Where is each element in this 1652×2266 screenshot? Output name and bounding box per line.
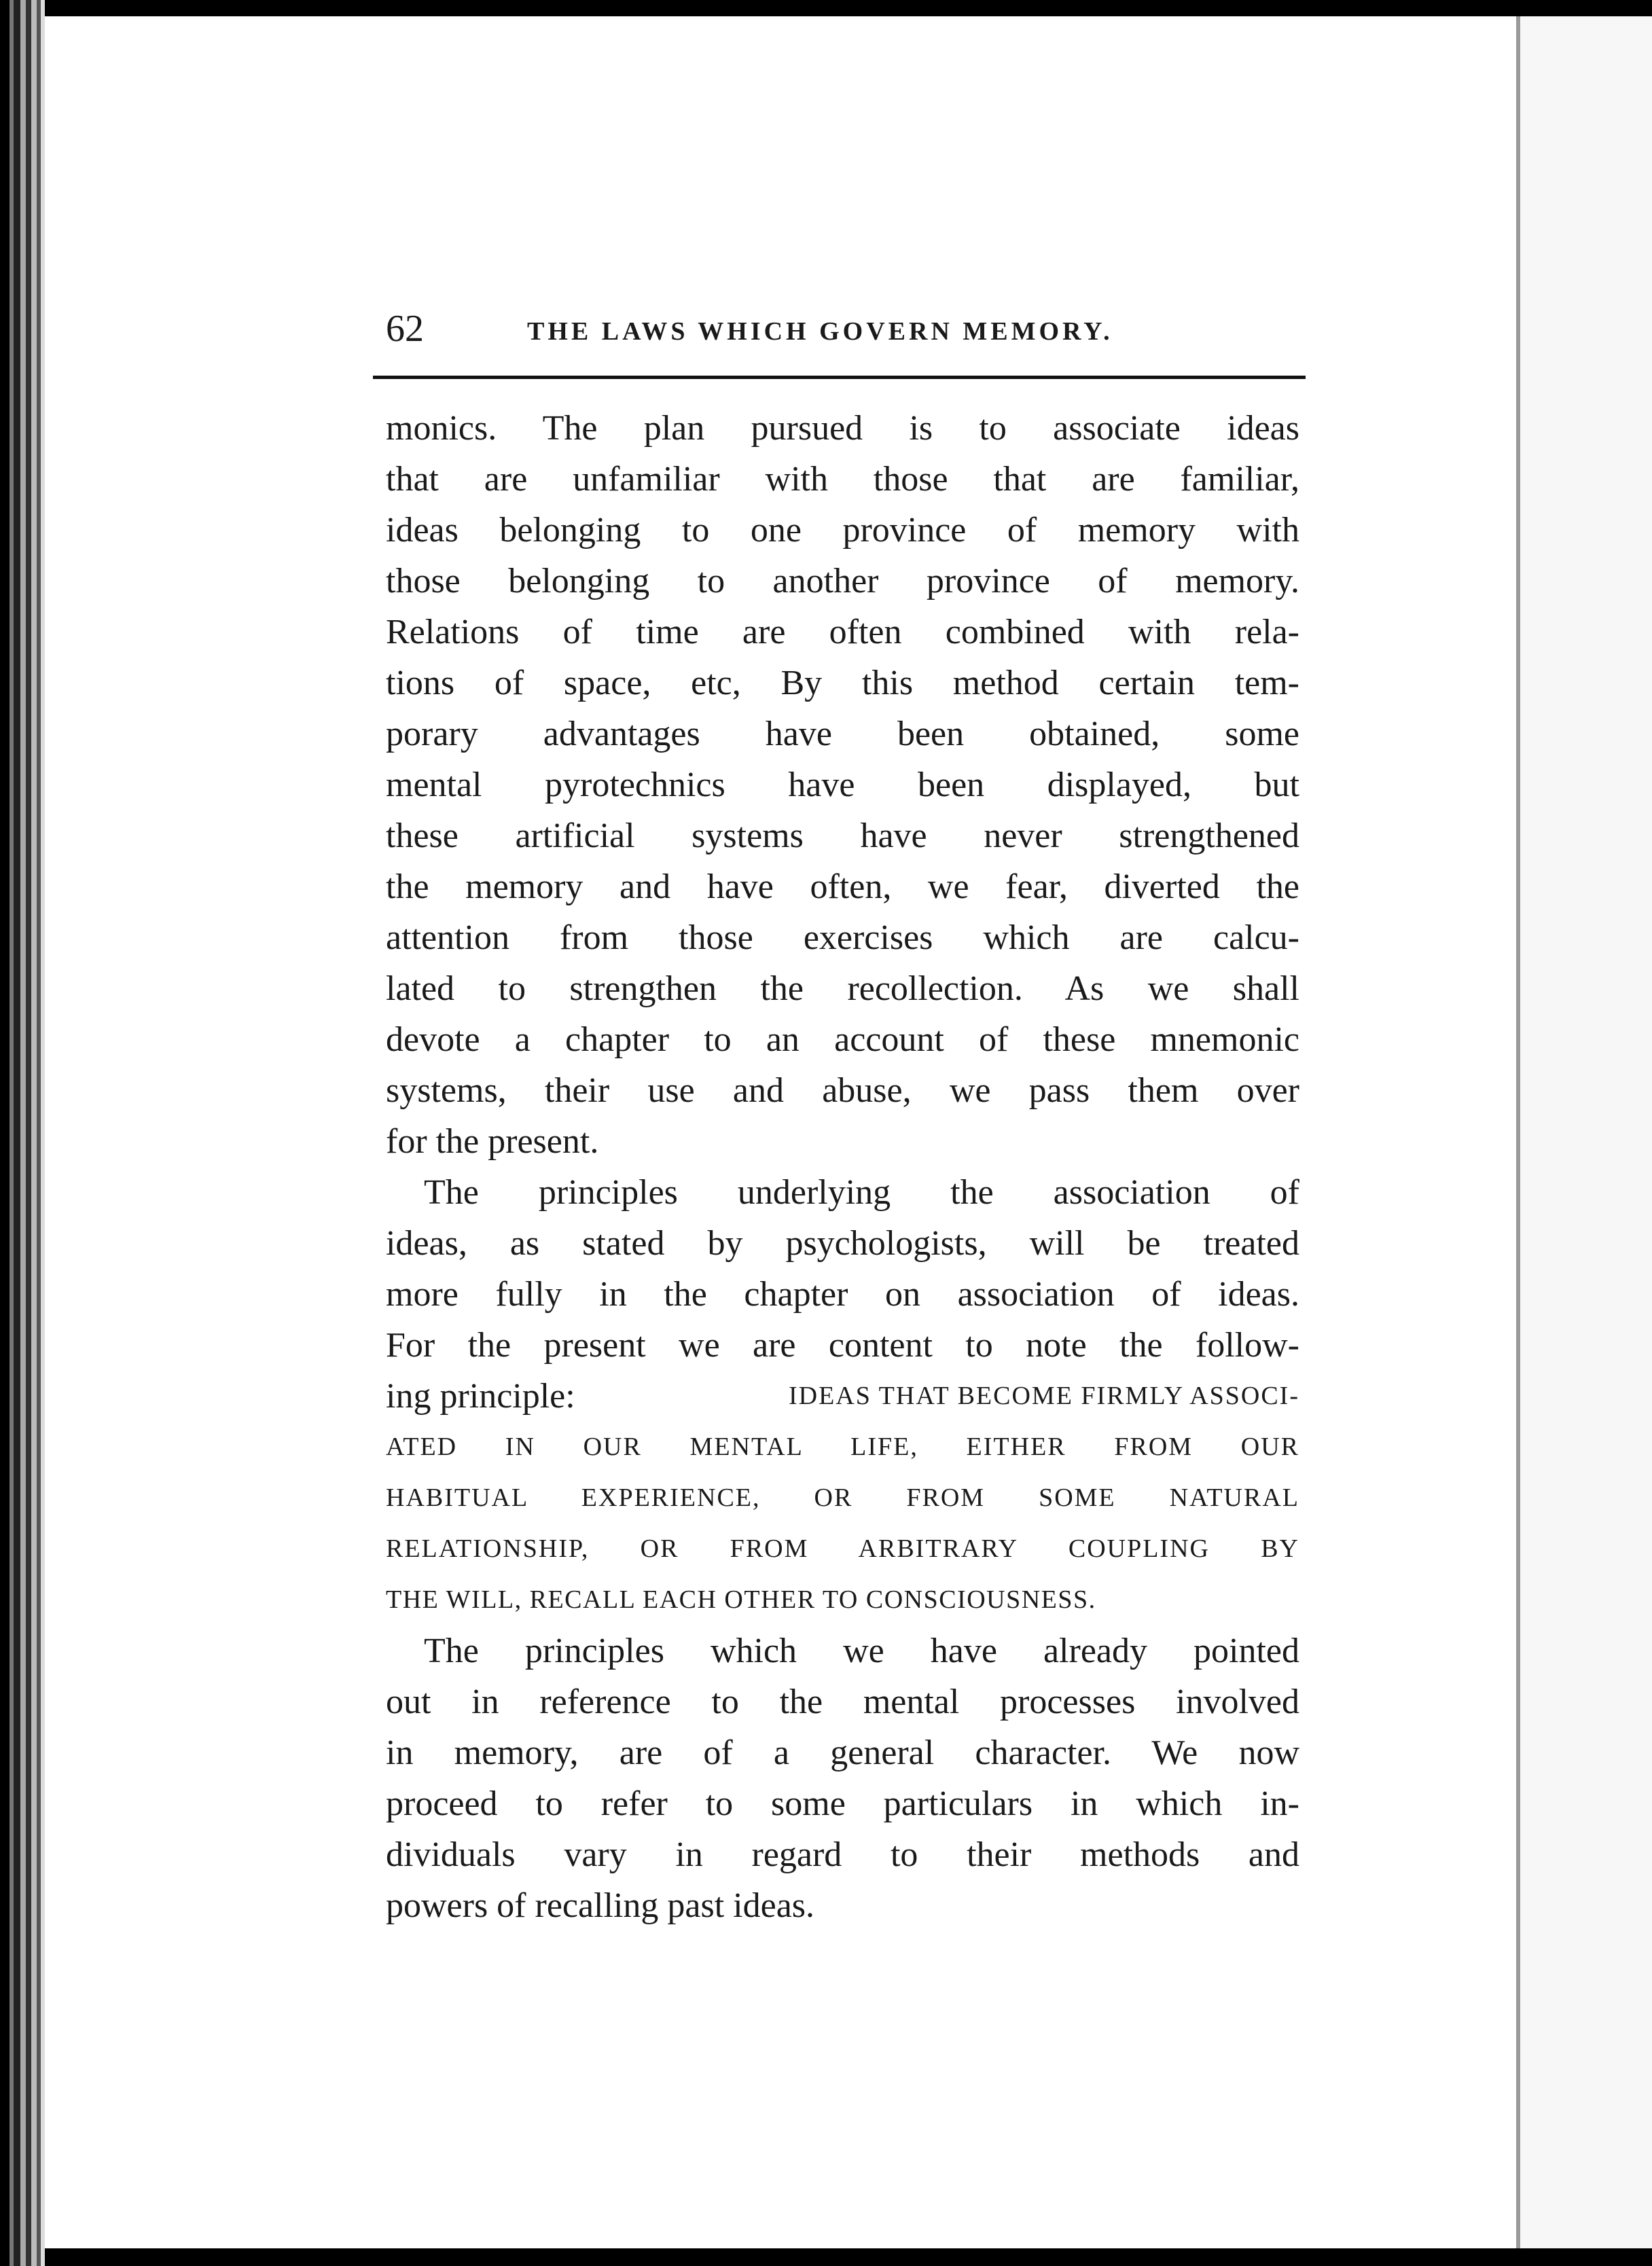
text-line: the memory and have often, we fear, diverted the: [386, 867, 1299, 906]
scan-border-top: [0, 0, 1652, 16]
text-line: proceed to refer to some particulars in which in-: [386, 1784, 1299, 1823]
text-line: monics. The plan pursued is to associate ideas: [386, 409, 1299, 448]
principle-smallcaps: THE WILL, RECALL EACH OTHER TO CONSCIOUSNESS.: [386, 1585, 1096, 1614]
text-line: for the present.: [386, 1122, 599, 1161]
text-line: [386, 1371, 1299, 1422]
text-line: mental pyrotechnics have been displayed, but: [386, 766, 1299, 804]
text-line: out in reference to the mental processes involved: [386, 1683, 1299, 1721]
text-line: The principles which we have already pointed: [424, 1632, 1299, 1670]
text-line: systems, their use and abuse, we pass them over: [386, 1071, 1299, 1110]
header-rule: [373, 376, 1306, 379]
text-line: devote a chapter to an account of these mnemonic: [386, 1020, 1299, 1059]
principle-smallcaps: IDEAS THAT BECOME FIRMLY ASSOCI-: [788, 1382, 1299, 1410]
scan-border-bottom: [0, 2248, 1652, 2266]
text-line: attention from those exercises which are calcu-: [386, 918, 1299, 957]
book-spine-edges: [0, 0, 45, 2266]
principle-smallcaps: RELATIONSHIP, OR FROM ARBITRARY COUPLING BY: [386, 1534, 1299, 1563]
running-title: THE LAWS WHICH GOVERN MEMORY.: [527, 317, 1113, 346]
text-line: lated to strengthen the recollection. As we shall: [386, 969, 1299, 1008]
text-line: ideas belonging to one province of memory with: [386, 511, 1299, 550]
text-line: those belonging to another province of memory.: [386, 562, 1299, 600]
text-line: Relations of time are often combined with rela-: [386, 613, 1299, 651]
text-line: For the present we are content to note the follow-: [386, 1326, 1299, 1365]
running-head: [386, 307, 1310, 355]
text-line: The principles underlying the association of: [424, 1173, 1299, 1212]
body-text: [386, 403, 1299, 1931]
text-line: dividuals vary in regard to their methods and: [386, 1835, 1299, 1874]
text-line: that are unfamiliar with those that are familiar,: [386, 460, 1299, 499]
principle-smallcaps: ATED IN OUR MENTAL LIFE, EITHER FROM OUR: [386, 1433, 1299, 1461]
text-line: more fully in the chapter on association of ideas.: [386, 1275, 1299, 1314]
text-line: powers of recalling past ideas.: [386, 1886, 815, 1925]
text-line: these artificial systems have never strengthened: [386, 816, 1299, 855]
text-line: tions of space, etc, By this method certain tem-: [386, 664, 1299, 702]
page-fold-line: [1516, 16, 1520, 2251]
text-line: ideas, as stated by psychologists, will be treated: [386, 1224, 1299, 1263]
text-segment: ing principle:: [386, 1377, 575, 1416]
page-number: 62: [386, 308, 424, 350]
text-line: porary advantages have been obtained, some: [386, 715, 1299, 753]
text-line: in memory, are of a general character. We now: [386, 1733, 1299, 1772]
adjacent-page-edge: [1520, 16, 1652, 2251]
principle-smallcaps: HABITUAL EXPERIENCE, OR FROM SOME NATURAL: [386, 1483, 1299, 1512]
